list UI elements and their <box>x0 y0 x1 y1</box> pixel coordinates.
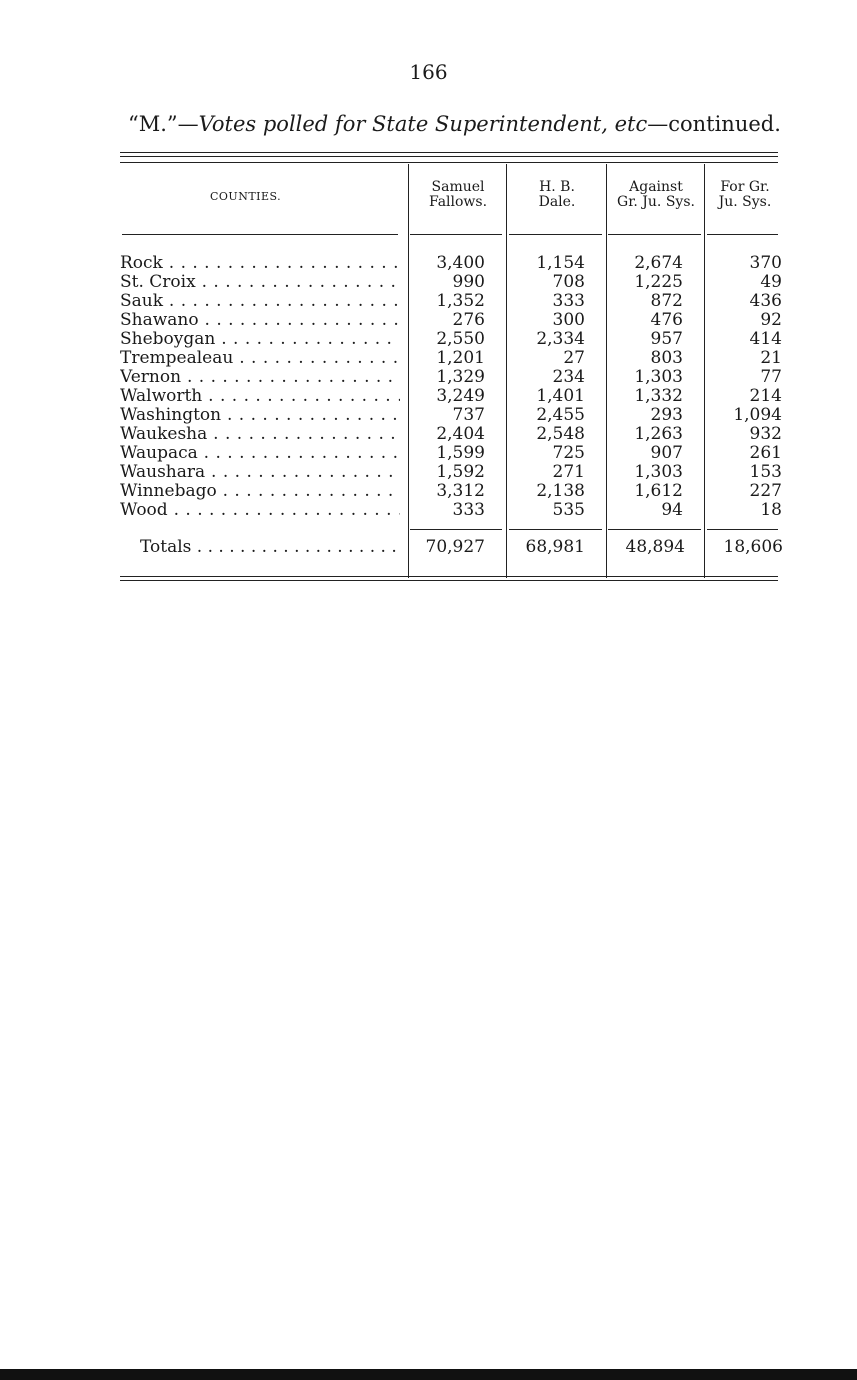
cell-dale: 300 <box>552 310 585 330</box>
county-name: Waukesha . . . <box>120 425 400 444</box>
cell-dale: 271 <box>552 462 585 482</box>
header-against-gr-ju-sys <box>608 180 704 210</box>
table-row <box>120 272 782 292</box>
cell-for: 261 <box>749 443 782 463</box>
table-body <box>120 253 782 520</box>
cell-fallows: 1,201 <box>436 348 485 368</box>
cell-for: 414 <box>749 329 782 349</box>
cell-for: 1,094 <box>733 405 782 425</box>
header-line: Fallows. <box>428 194 488 210</box>
cell-against: 803 <box>650 348 683 368</box>
cell-against: 1,332 <box>634 386 683 406</box>
cell-fallows: 3,312 <box>436 481 485 501</box>
total-fallows: 70,927 <box>425 537 485 557</box>
cell-dale: 1,154 <box>536 253 585 273</box>
table-title <box>128 112 781 136</box>
cell-dale: 2,334 <box>536 329 585 349</box>
cell-for: 18 <box>760 500 782 520</box>
top-rule-2 <box>120 156 778 157</box>
cell-against: 476 <box>650 310 683 330</box>
cell-for: 932 <box>749 424 782 444</box>
header-line: For Gr. <box>720 179 770 195</box>
cell-for: 21 <box>760 348 782 368</box>
total-for: 18,606 <box>723 537 783 557</box>
header-line: Against <box>629 179 683 195</box>
cell-for: 214 <box>749 386 782 406</box>
cell-against: 957 <box>650 329 683 349</box>
title-main: Votes polled for State Superintendent, etc <box>198 112 648 136</box>
table-row <box>120 291 782 311</box>
cell-dale: 2,548 <box>536 424 585 444</box>
header-underline <box>509 234 602 235</box>
cell-dale: 234 <box>552 367 585 387</box>
cell-against: 907 <box>650 443 683 463</box>
county-name: Washington . . . <box>120 406 400 425</box>
cell-against: 1,612 <box>634 481 683 501</box>
totals-rule <box>509 529 602 530</box>
header-hb-dale <box>508 180 606 210</box>
cell-for: 49 <box>760 272 782 292</box>
cell-fallows: 2,550 <box>436 329 485 349</box>
header-line: Dale. <box>538 194 576 210</box>
cell-dale: 1,401 <box>536 386 585 406</box>
cell-against: 2,674 <box>634 253 683 273</box>
cell-for: 153 <box>749 462 782 482</box>
cell-against: 1,303 <box>634 367 683 387</box>
header-line: Samuel <box>431 179 485 195</box>
cell-against: 1,225 <box>634 272 683 292</box>
cell-dale: 708 <box>552 272 585 292</box>
cell-dale: 333 <box>552 291 585 311</box>
cell-against: 293 <box>650 405 683 425</box>
county-name: Wood . . . <box>120 501 400 520</box>
table-row <box>120 500 782 520</box>
header-line: Gr. Ju. Sys. <box>617 194 695 210</box>
county-name: Rock . . . <box>120 254 400 273</box>
table-row <box>120 367 782 387</box>
votes-table <box>120 152 783 584</box>
header-underline <box>608 234 701 235</box>
table-row <box>120 329 782 349</box>
cell-fallows: 3,249 <box>436 386 485 406</box>
header-for-gr-ju-sys <box>706 180 784 210</box>
bottom-rule-1 <box>120 576 778 577</box>
cell-fallows: 990 <box>452 272 485 292</box>
header-underline <box>122 234 398 235</box>
cell-for: 92 <box>760 310 782 330</box>
header-underline <box>410 234 502 235</box>
table-row <box>120 443 782 463</box>
cell-fallows: 333 <box>452 500 485 520</box>
cell-for: 77 <box>760 367 782 387</box>
county-name: Shawano . . . <box>120 311 400 330</box>
header-counties: COUNTIES. <box>210 190 282 203</box>
totals-rule <box>707 529 778 530</box>
cell-dale: 725 <box>552 443 585 463</box>
cell-fallows: 1,329 <box>436 367 485 387</box>
table-row <box>120 424 782 444</box>
total-against: 48,894 <box>625 537 685 557</box>
cell-fallows: 1,592 <box>436 462 485 482</box>
table-row <box>120 462 782 482</box>
county-name: Sheboygan . . . <box>120 330 400 349</box>
county-name: Trempealeau . . . <box>120 349 400 368</box>
cell-dale: 2,455 <box>536 405 585 425</box>
cell-against: 1,303 <box>634 462 683 482</box>
table-row <box>120 253 782 273</box>
totals-rule <box>608 529 701 530</box>
page-number: 166 <box>409 60 448 84</box>
cell-fallows: 1,599 <box>436 443 485 463</box>
county-name: Sauk . . . <box>120 292 400 311</box>
header-line: Ju. Sys. <box>718 194 772 210</box>
cell-fallows: 1,352 <box>436 291 485 311</box>
cell-dale: 27 <box>563 348 585 368</box>
table-row <box>120 405 782 425</box>
cell-for: 227 <box>749 481 782 501</box>
cell-dale: 535 <box>552 500 585 520</box>
top-rule-1 <box>120 152 778 153</box>
totals-row <box>120 536 783 558</box>
cell-dale: 2,138 <box>536 481 585 501</box>
scan-edge <box>0 1369 857 1380</box>
header-line: H. B. <box>539 179 575 195</box>
county-name: Vernon . . . <box>120 368 400 387</box>
cell-fallows: 2,404 <box>436 424 485 444</box>
title-suffix: —continued. <box>647 112 781 136</box>
bottom-rule-2 <box>120 580 778 581</box>
county-name: Waupaca . . . <box>120 444 400 463</box>
cell-against: 94 <box>661 500 683 520</box>
table-row <box>120 310 782 330</box>
totals-rule <box>410 529 502 530</box>
title-prefix: “M.”— <box>128 112 199 136</box>
table-row <box>120 481 782 501</box>
county-name: Waushara . . . <box>120 463 400 482</box>
cell-against: 872 <box>650 291 683 311</box>
county-name: Winnebago . . . <box>120 482 400 501</box>
county-name: St. Croix . . . <box>120 273 400 292</box>
cell-fallows: 3,400 <box>436 253 485 273</box>
total-dale: 68,981 <box>525 537 585 557</box>
header-underline <box>707 234 778 235</box>
header-samuel-fallows <box>410 180 506 210</box>
table-row <box>120 348 782 368</box>
cell-fallows: 276 <box>452 310 485 330</box>
cell-against: 1,263 <box>634 424 683 444</box>
table-row <box>120 386 782 406</box>
cell-for: 436 <box>749 291 782 311</box>
cell-fallows: 737 <box>452 405 485 425</box>
totals-label: Totals . . . <box>140 536 400 558</box>
cell-for: 370 <box>749 253 782 273</box>
top-rule-3 <box>120 162 778 163</box>
county-name: Walworth . . . <box>120 387 400 406</box>
